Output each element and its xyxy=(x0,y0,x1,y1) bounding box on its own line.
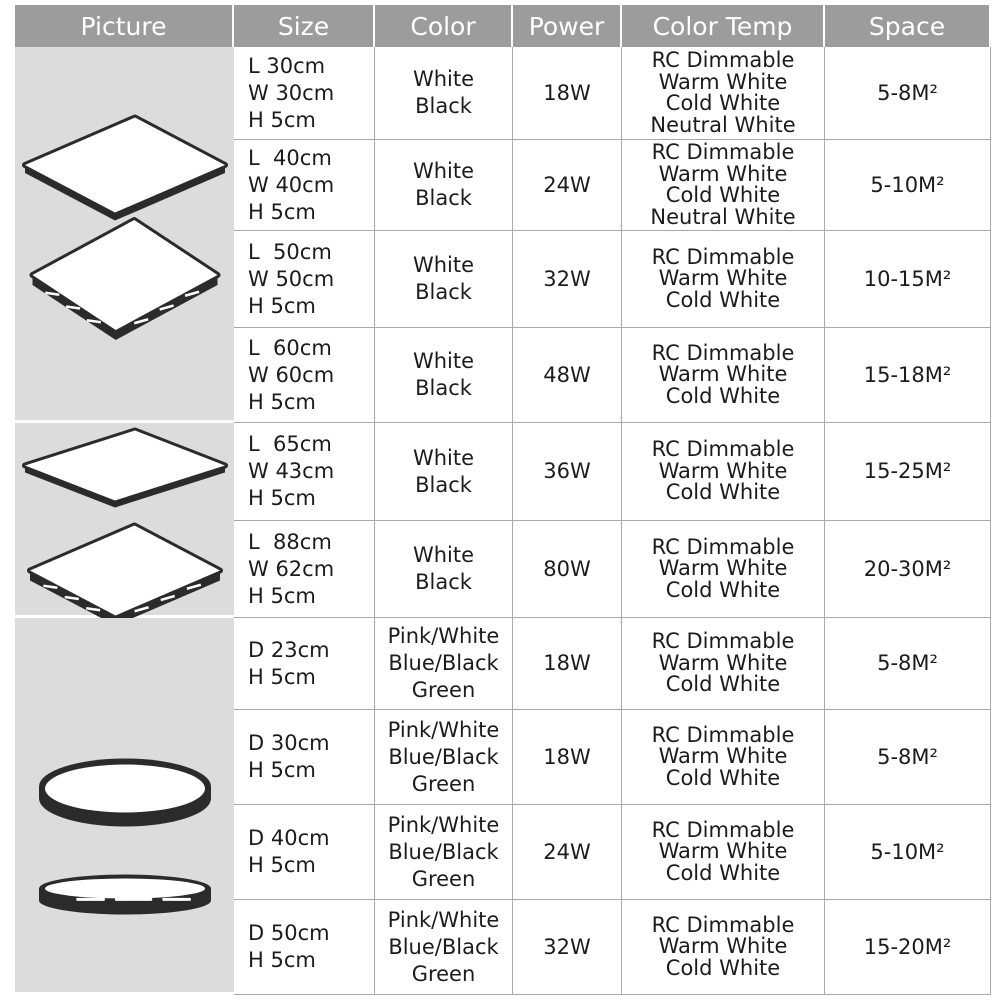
size-value: L 88cm W 62cm H 5cm xyxy=(248,529,335,608)
round-ceiling-light-slotted-icon xyxy=(39,875,211,915)
header-cell-color xyxy=(375,5,513,47)
cell-color-temp xyxy=(622,710,825,805)
cell-color xyxy=(375,423,513,521)
color-temp-value: RC Dimmable Warm White Cold White Neutral White xyxy=(650,140,796,229)
cell-space xyxy=(825,618,991,710)
lamp-drawings xyxy=(15,618,234,995)
size-value: D 23cm H 5cm xyxy=(248,637,330,689)
power-value: 18W xyxy=(543,80,591,105)
header-label: Power xyxy=(528,11,605,41)
round-ceiling-light-icon xyxy=(39,759,211,827)
lamp-drawings xyxy=(15,423,234,618)
cell-color xyxy=(375,47,513,140)
color-value: White Black xyxy=(412,159,475,210)
cell-power xyxy=(513,328,622,423)
color-temp-value: RC Dimmable Warm White Cold White xyxy=(651,912,795,980)
space-value: 10-15M² xyxy=(863,266,952,291)
header-cell-picture xyxy=(15,5,234,47)
cell-space xyxy=(825,328,991,423)
cell-space xyxy=(825,521,991,618)
color-value: Pink/White Blue/Black Green xyxy=(387,907,500,986)
space-value: 5-10M² xyxy=(870,839,945,864)
header-cell-power xyxy=(513,5,622,47)
cell-power xyxy=(513,521,622,618)
cell-power xyxy=(513,231,622,328)
cell-power xyxy=(513,710,622,805)
picture-group xyxy=(15,618,234,995)
cell-size xyxy=(234,805,375,900)
color-temp-value: RC Dimmable Warm White Cold White xyxy=(651,340,795,408)
color-temp-value: RC Dimmable Warm White Cold White xyxy=(651,817,795,885)
cell-space xyxy=(825,231,991,328)
header-label: Picture xyxy=(80,11,167,41)
power-value: 36W xyxy=(543,459,591,483)
size-value: L 60cm W 60cm H 5cm xyxy=(248,335,335,414)
cell-color-temp xyxy=(622,47,825,140)
cell-color xyxy=(375,805,513,900)
rectangular-ceiling-light-icon xyxy=(25,431,225,508)
cell-size xyxy=(234,140,375,231)
header-cell-color-temp xyxy=(622,5,825,47)
header-label: Size xyxy=(277,11,330,41)
cell-color-temp xyxy=(622,328,825,423)
square-ceiling-light-icon xyxy=(25,118,225,221)
cell-space xyxy=(825,710,991,805)
power-value: 18W xyxy=(543,651,591,675)
color-value: White Black xyxy=(412,445,475,497)
color-temp-value: RC Dimmable Warm White Cold White xyxy=(651,629,795,697)
size-value: D 50cm H 5cm xyxy=(248,921,330,972)
cell-color-temp xyxy=(622,231,825,328)
rectangular-ceiling-light-slotted-icon xyxy=(30,526,220,619)
space-value: 15-18M² xyxy=(863,362,952,387)
color-value: White Black xyxy=(412,349,475,400)
power-value: 24W xyxy=(543,172,591,197)
cell-power xyxy=(513,423,622,521)
cell-color xyxy=(375,328,513,423)
power-value: 48W xyxy=(543,362,591,387)
color-temp-value: RC Dimmable Warm White Cold White xyxy=(651,437,795,505)
space-value: 5-8M² xyxy=(877,744,938,769)
cell-color-temp xyxy=(622,140,825,231)
cell-size xyxy=(234,47,375,140)
cell-size xyxy=(234,328,375,423)
color-value: Pink/White Blue/Black Green xyxy=(387,717,500,796)
cell-size xyxy=(234,900,375,995)
cell-space xyxy=(825,805,991,900)
cell-color-temp xyxy=(622,618,825,710)
picture-group xyxy=(15,47,234,423)
power-value: 32W xyxy=(543,934,591,959)
cell-color xyxy=(375,618,513,710)
header-label: Color Temp xyxy=(652,11,793,41)
space-value: 5-8M² xyxy=(877,80,938,105)
header-cell-space xyxy=(825,5,991,47)
space-value: 15-20M² xyxy=(863,934,952,959)
square-ceiling-light-slotted-icon xyxy=(33,220,218,340)
color-value: White Black xyxy=(412,253,475,304)
color-value: Pink/White Blue/Black Green xyxy=(387,812,500,891)
space-value: 20-30M² xyxy=(863,556,952,581)
cell-space xyxy=(825,140,991,231)
power-value: 18W xyxy=(543,744,591,769)
space-value: 15-25M² xyxy=(863,459,952,483)
size-value: D 40cm H 5cm xyxy=(248,826,330,877)
cell-color xyxy=(375,140,513,231)
cell-color xyxy=(375,231,513,328)
cell-power xyxy=(513,140,622,231)
power-value: 32W xyxy=(543,266,591,291)
size-value: L 30cm W 30cm H 5cm xyxy=(248,53,335,132)
cell-color-temp xyxy=(622,521,825,618)
size-value: L 65cm W 43cm H 5cm xyxy=(248,432,335,510)
cell-power xyxy=(513,900,622,995)
cell-space xyxy=(825,47,991,140)
header-label: Space xyxy=(868,11,946,41)
color-temp-value: RC Dimmable Warm White Cold White Neutral White xyxy=(650,48,796,137)
cell-power xyxy=(513,47,622,140)
space-value: 5-10M² xyxy=(870,172,945,197)
power-value: 80W xyxy=(543,556,591,581)
header-cell-size xyxy=(234,5,375,47)
spec-table xyxy=(15,5,991,995)
space-value: 5-8M² xyxy=(877,651,938,675)
color-value: White Black xyxy=(412,543,475,594)
cell-color-temp xyxy=(622,423,825,521)
cell-space xyxy=(825,423,991,521)
cell-color xyxy=(375,710,513,805)
cell-space xyxy=(825,900,991,995)
header-label: Color xyxy=(410,11,476,41)
cell-color xyxy=(375,521,513,618)
cell-color xyxy=(375,900,513,995)
color-temp-value: RC Dimmable Warm White Cold White xyxy=(651,244,795,312)
size-value: L 40cm W 40cm H 5cm xyxy=(248,145,335,224)
lamp-drawings xyxy=(15,47,234,423)
power-value: 24W xyxy=(543,839,591,864)
color-temp-value: RC Dimmable Warm White Cold White xyxy=(651,534,795,602)
cell-size xyxy=(234,423,375,521)
cell-power xyxy=(513,618,622,710)
cell-size xyxy=(234,521,375,618)
cell-color-temp xyxy=(622,900,825,995)
color-temp-value: RC Dimmable Warm White Cold White xyxy=(651,722,795,790)
cell-power xyxy=(513,805,622,900)
picture-group xyxy=(15,423,234,618)
color-value: White Black xyxy=(412,67,475,118)
cell-color-temp xyxy=(622,805,825,900)
cell-size xyxy=(234,618,375,710)
size-value: L 50cm W 50cm H 5cm xyxy=(248,239,335,318)
cell-size xyxy=(234,231,375,328)
size-value: D 30cm H 5cm xyxy=(248,731,330,782)
color-value: Pink/White Blue/Black Green xyxy=(387,624,500,702)
cell-size xyxy=(234,710,375,805)
